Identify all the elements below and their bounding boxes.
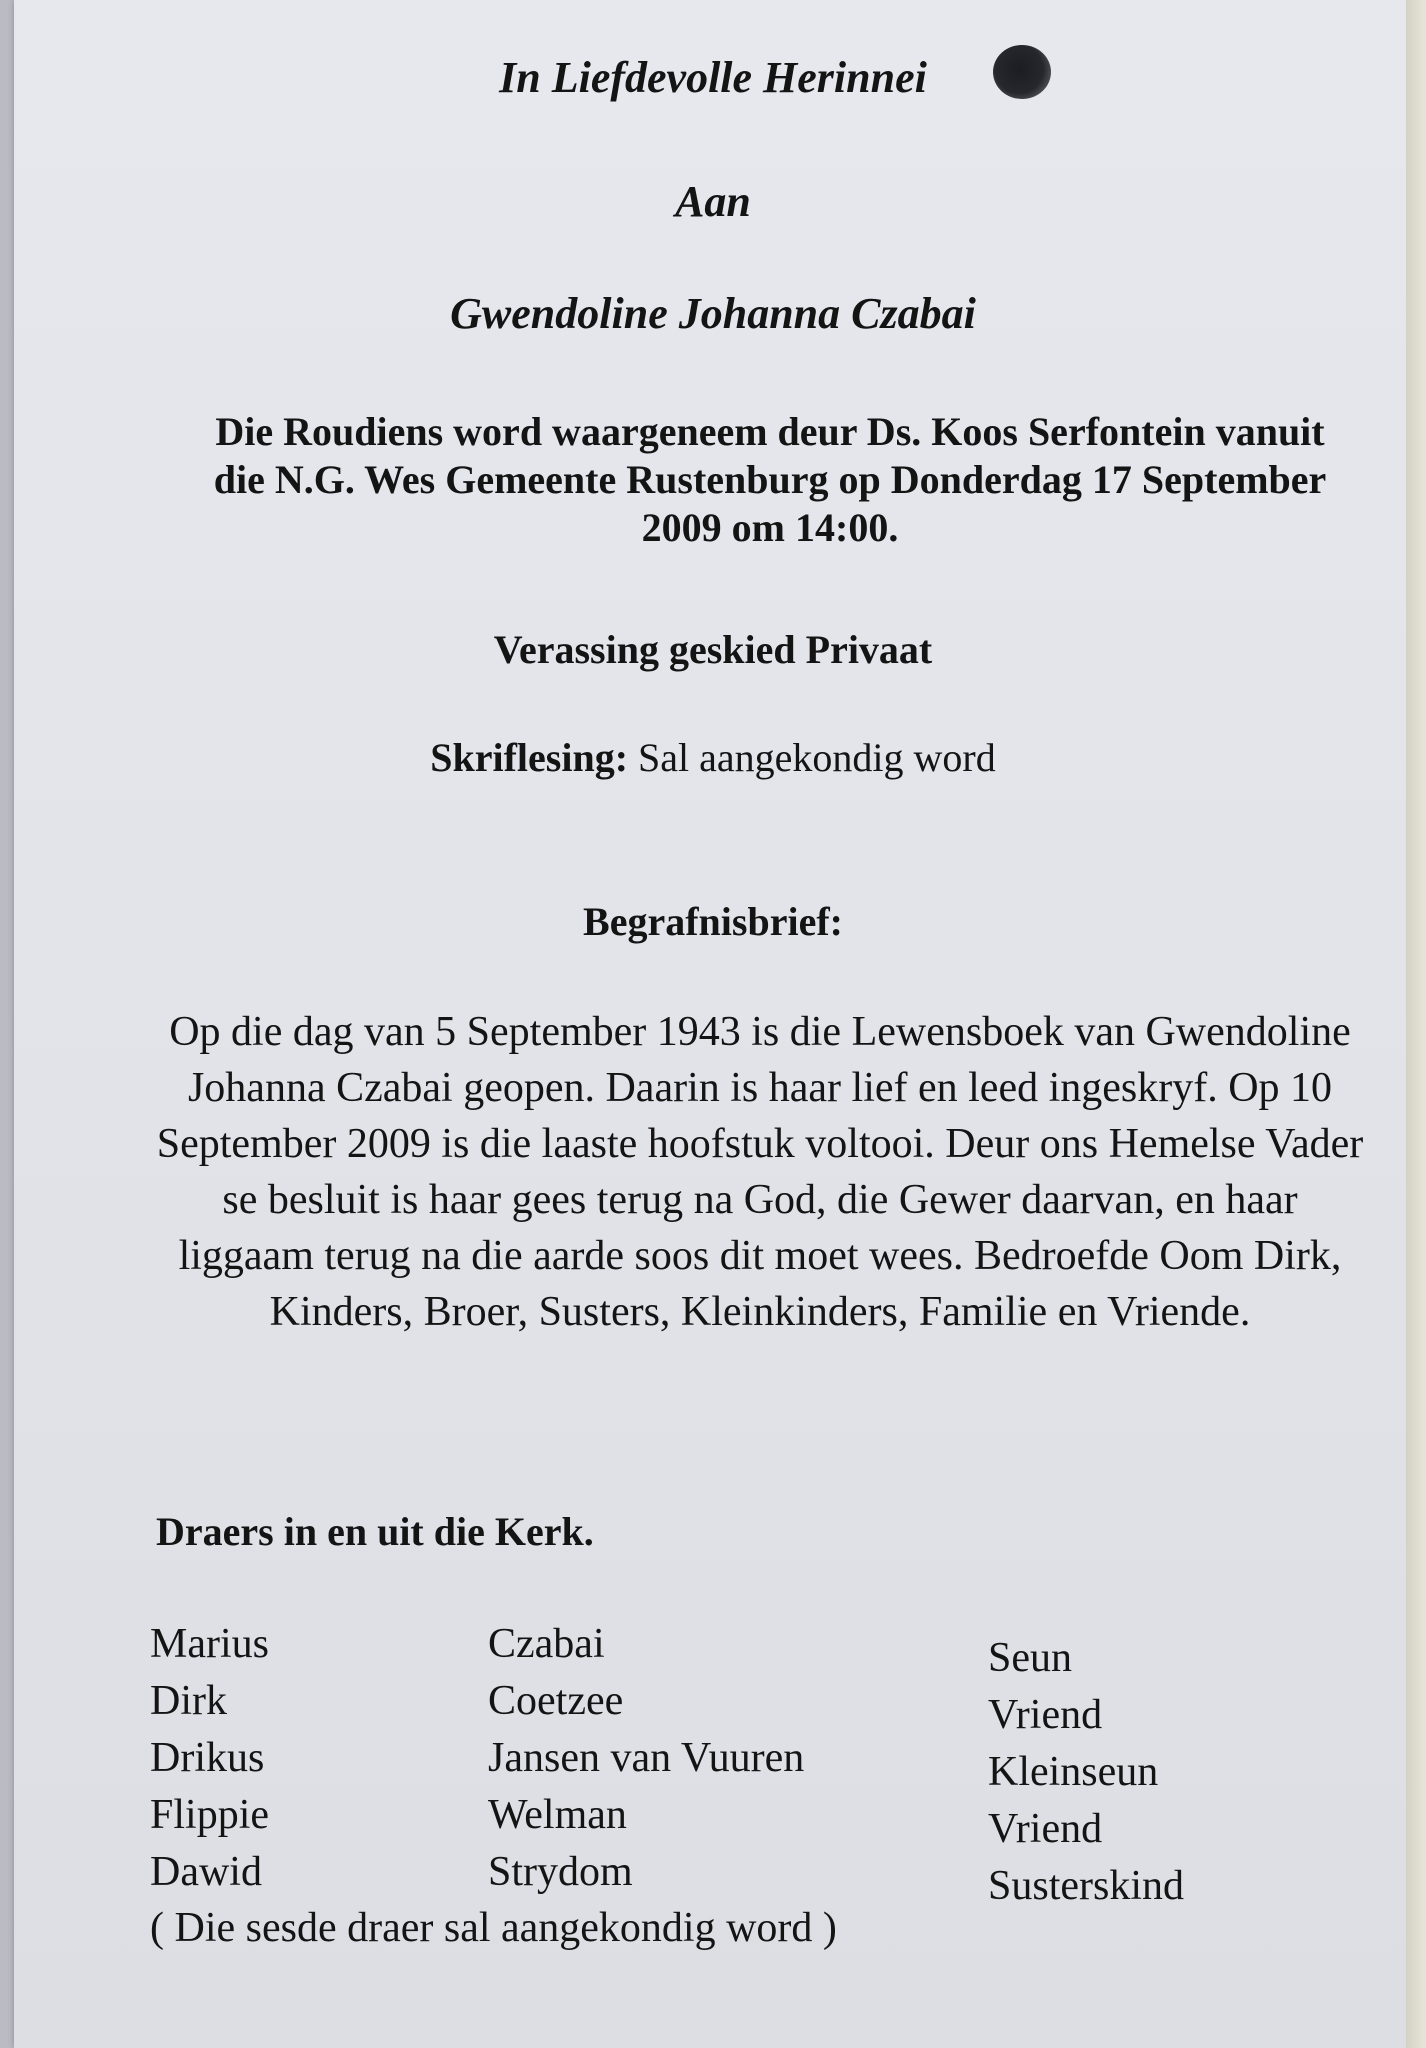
punch-hole [993,45,1051,99]
bearer-first-name: Marius [150,1621,269,1667]
bearer-relation: Vriend [988,1692,1103,1738]
dedication-to: Aan [675,177,751,226]
bearer-surname: Jansen van Vuuren [488,1735,805,1781]
cremation-note: Verassing geskied Privaat [493,627,933,672]
bearer-surname: Welman [488,1792,627,1838]
service-details: Die Roudiens word waargeneem deur Ds. Koos Serfontein vanuit die N.G. Wes Gemeente Rustenburg op Donderdag 17 September 2009 om 14:00. [213,409,1327,550]
bearer-surname: Coetzee [488,1678,624,1724]
bearer-relation: Kleinseun [988,1749,1159,1795]
bearers-surnames [488,1616,804,1901]
bearer-relation: Vriend [988,1806,1103,1852]
bearers-first-names [150,1616,269,1901]
bearer-first-name: Dawid [150,1849,262,1895]
scripture-reading [0,734,1426,781]
memorial-title: In Liefdevolle Herinnei [499,53,927,102]
bearer-first-name: Drikus [150,1735,265,1781]
bearer-relation: Susterskind [988,1863,1185,1909]
sixth-bearer-note: ( Die sesde draer sal aangekondig word ) [150,1905,837,1951]
bearer-first-name: Dirk [150,1678,227,1724]
bearers-heading: Draers in en uit die Kerk. [156,1509,594,1554]
bearer-surname: Czabai [488,1621,605,1667]
scripture-label: Skriflesing: [430,735,629,780]
scripture-value: Sal aangekondig word [638,735,996,780]
bearer-relation: Seun [988,1635,1072,1681]
bearers-relations [988,1630,1184,1915]
bearer-first-name: Flippie [150,1792,270,1838]
funeral-letter-heading: Begrafnisbrief: [583,899,843,944]
deceased-name: Gwendoline Johanna Czabai [450,289,976,338]
funeral-letter-body: Op die dag van 5 September 1943 is die Lewensboek van Gwendoline Johanna Czabai geopen. Daarin is haar lief en leed ingeskryf. Op 10 September 2009 is die laaste hoofstuk voltooi. Deur ons Hemelse Vader se besluit is haar gees terug na God, die Gewer daarvan, en haar liggaam terug na die aarde soos dit moet wees. Bedroefde Oom Dirk, Kinders, Broer, Susters, Kleinkinders, Familie en Vriende. [156,1009,1364,1335]
bearer-surname: Strydom [488,1849,633,1895]
